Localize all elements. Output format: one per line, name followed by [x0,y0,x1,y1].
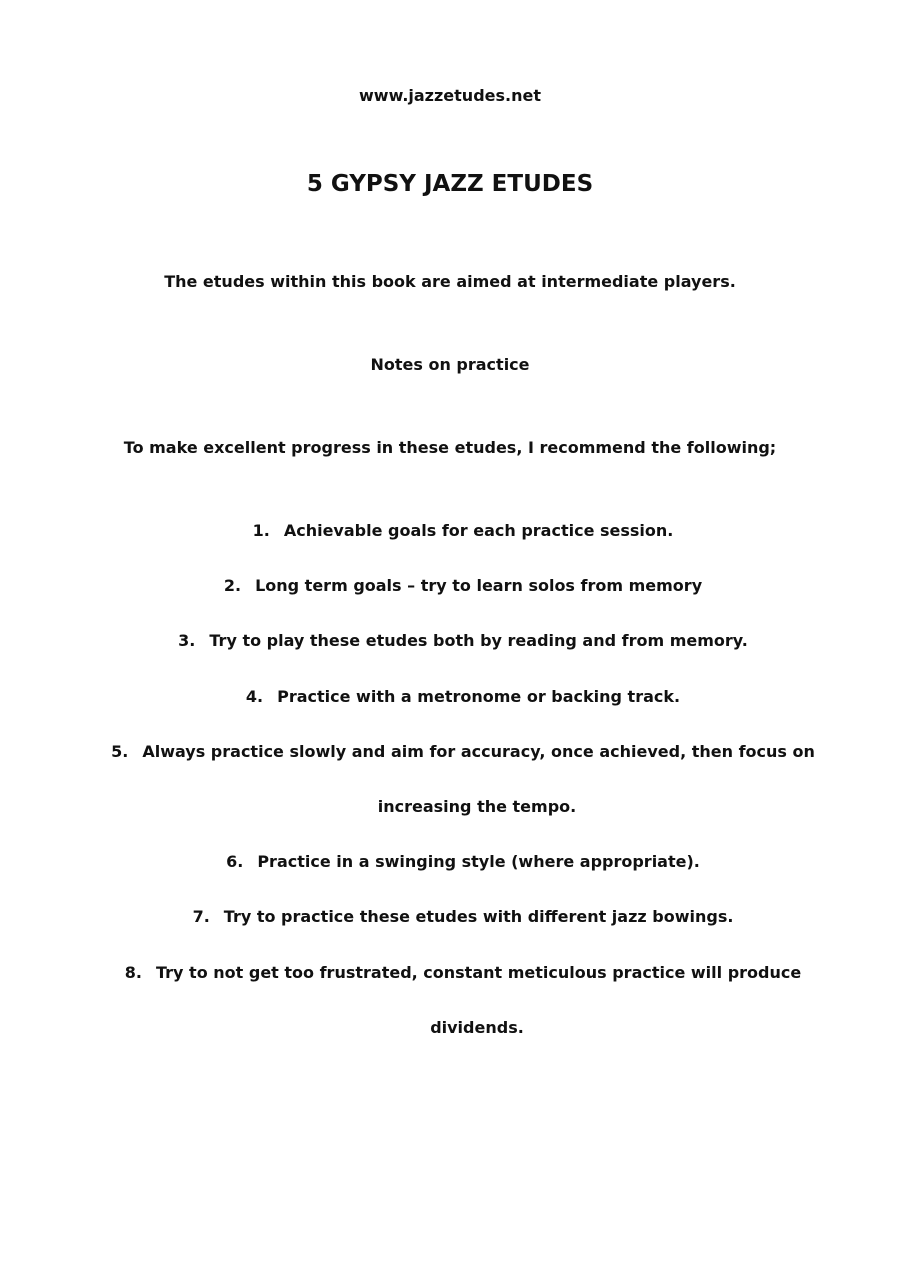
list-item-number: 3. [178,631,196,650]
notes-heading: Notes on practice [370,355,530,374]
list-item-number: 7. [192,907,210,926]
list-item-text: Try to not get too frustrated, constant meticulous practice will produce [156,963,802,982]
list-item-text: Practice with a metronome or backing track. [277,687,681,706]
website-url: www.jazzetudes.net [359,86,541,105]
list-item [13,851,900,873]
list-item-number: 8. [124,963,142,982]
audience-statement: The etudes within this book are aimed at intermediate players. [164,272,736,291]
recommendation-text: To make excellent progress in these etudes, I recommend the following; [123,438,777,457]
list-item-continuation: increasing the tempo. [377,797,577,816]
list-item-text: Achievable goals for each practice session. [283,521,674,540]
list-item-number: 2. [223,576,242,595]
list-item-number: 6. [226,852,244,871]
list-item-text: Try to practice these etudes with different jazz bowings. [223,907,734,926]
list-item-number: 4. [245,687,264,706]
list-item [13,741,900,763]
list-item [13,630,900,652]
list-item [13,686,900,708]
list-item [13,520,900,542]
list-item-text: Always practice slowly and aim for accuracy, once achieved, then focus on [142,742,815,761]
list-item-number: 5. [111,742,129,761]
list-item-continuation: dividends. [430,1018,524,1037]
list-item-text: Practice in a swinging style (where appropriate). [257,852,700,871]
list-item [13,906,900,928]
list-item-text: Try to play these etudes both by reading and from memory. [209,631,748,650]
list-item-text: Long term goals – try to learn solos from memory [255,576,703,595]
list-item [13,575,900,597]
list-item [13,962,900,984]
document-title: 5 GYPSY JAZZ ETUDES [306,171,594,197]
list-item-number: 1. [252,521,270,540]
